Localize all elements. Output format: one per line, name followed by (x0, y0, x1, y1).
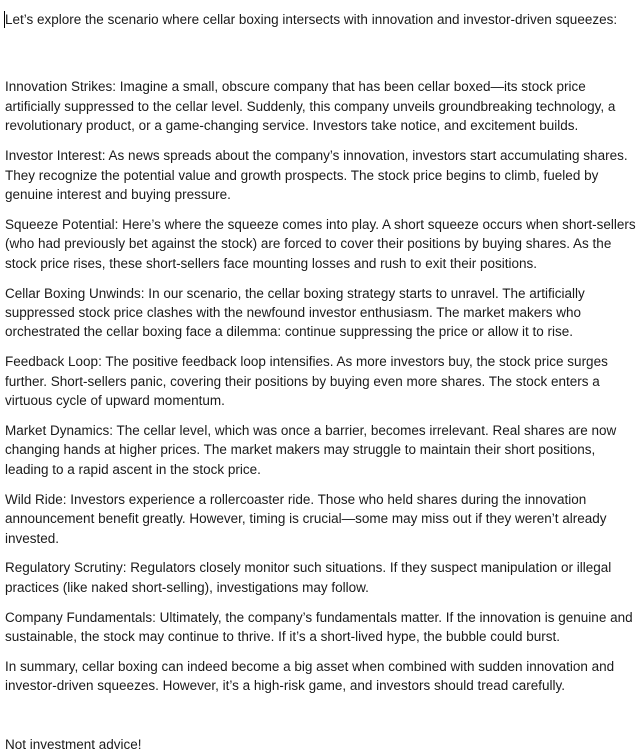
paragraph-feedback-loop: Feedback Loop: The positive feedback loop intensifies. As more investors buy, the stock price surges further. Short-sellers panic, covering their positions by buying even more shares. The stock enters a virtuous cycle of upward momentum. (5, 354, 608, 409)
paragraph-squeeze-potential: Squeeze Potential: Here’s where the squeeze comes into play. A short squeeze occurs when short-sellers (who had previously bet against the stock) are forced to cover their positions by buying shares. As the stock price rises, these short-sellers face mounting losses and rush to exit their positions. (5, 216, 636, 271)
text-cursor (4, 11, 5, 28)
paragraph-wild-ride: Wild Ride: Investors experience a rollercoaster ride. Those who held shares during the innovation announcement benefit greatly. However, timing is crucial—some may miss out if they weren’t already invested. (5, 491, 607, 546)
closing-disclaimer: Not investment advice! (5, 736, 142, 752)
intro-line (5, 10, 637, 29)
document-body[interactable] (5, 10, 637, 754)
paragraph-company-fundamentals: Company Fundamentals: Ultimately, the company’s fundamentals matter. If the innovation is genuine and sustainable, the stock may continue to thrive. If it’s a short-lived hype, the bubble could burst. (5, 609, 633, 645)
paragraph-summary: In summary, cellar boxing can indeed become a big asset when combined with sudden innovation and investor-driven squeezes. However, it’s a high-risk game, and investors should tread carefully. (5, 659, 615, 694)
paragraph-market-dynamics: Market Dynamics: The cellar level, which was once a barrier, becomes irrelevant. Real shares are now changing hands at higher prices. The market makers may struggle to maintain their short positions, leading to a rapid ascent in the stock price. (5, 423, 617, 477)
paragraph-investor-interest: Investor Interest: As news spreads about the company’s innovation, investors start accumulating shares. They recognize the potential value and growth prospects. The stock price begins to climb, fueled by genuine interest and buying pressure. (5, 148, 628, 202)
paragraph-cellar-boxing-unwinds: Cellar Boxing Unwinds: In our scenario, the cellar boxing strategy starts to unravel. The artificially suppressed stock price clashes with the newfound investor enthusiasm. The market makers who orchestrated the cellar boxing face a dilemma: continue suppressing the price or allow it to rise. (5, 285, 585, 340)
paragraph-regulatory-scrutiny: Regulatory Scrutiny: Regulators closely monitor such situations. If they suspect manipulation or illegal practices (like naked short-selling), investigations may follow. (5, 560, 612, 595)
intro-paragraph: Let’s explore the scenario where cellar boxing intersects with innovation and investor-driven squeezes: (5, 12, 618, 27)
paragraph-innovation-strikes: Innovation Strikes: Imagine a small, obscure company that has been cellar boxed—its stock price artificially suppressed to the cellar level. Suddenly, this company unveils groundbreaking technology, a revolutionary product, or a game-changing service. Investors take notice, and excitement builds. (5, 79, 616, 134)
